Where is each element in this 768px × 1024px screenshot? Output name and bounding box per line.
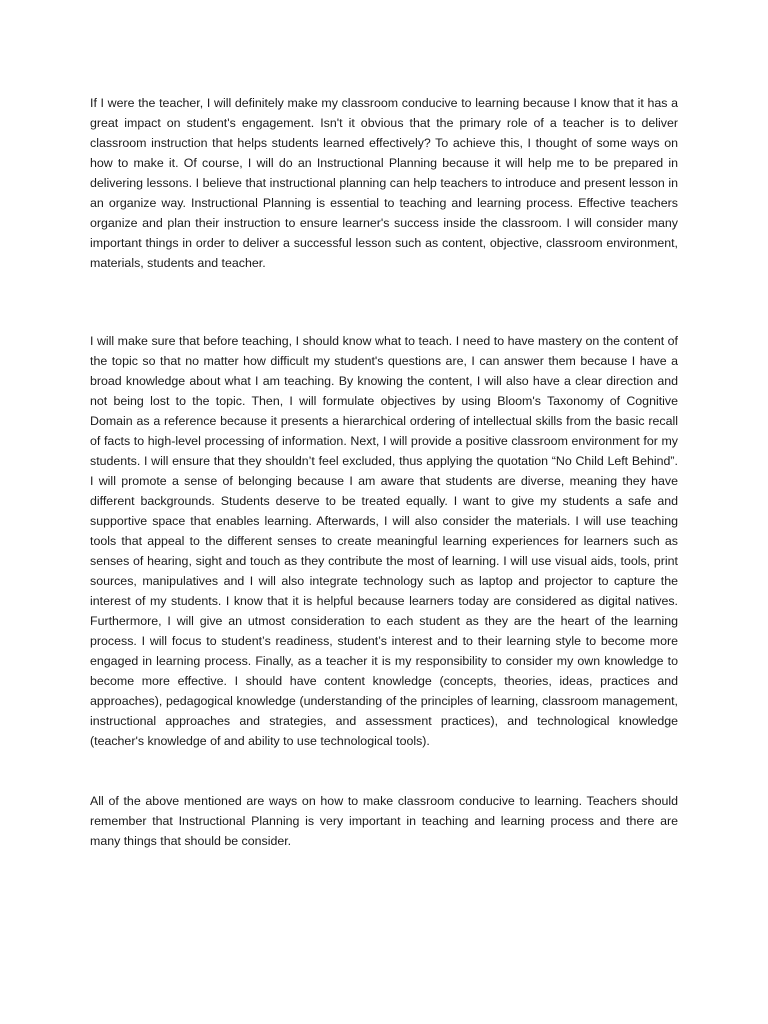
paragraph-intro: If I were the teacher, I will definitely make my classroom conducive to learning because I know that it has a great impact on student's engagement. Isn't it obvious that the primary role of a teacher is to deliver classroom instruction that helps students learned effectively? To achieve this, I thought of some ways on how to make it. Of course, I will do an Instructional Planning because it will help me to be prepared in delivering lessons. I believe that instructional planning can help teachers to introduce and present lesson in an organize way. Instructional Planning is essential to teaching and learning process. Effective teachers organize and plan their instruction to ensure learner's success inside the classroom. I will consider many important things in order to deliver a successful lesson such as content, objective, classroom environment, materials, students and teacher. [90,96,678,270]
document-page [90,93,678,851]
paragraph-conclusion: All of the above mentioned are ways on how to make classroom conducive to learning. Teachers should remember that Instructional Planning is very important in teaching and learning process and there are many things that should be consider. [90,794,678,848]
paragraph-body: I will make sure that before teaching, I should know what to teach. I need to have mastery on the content of the topic so that no matter how difficult my student's questions are, I can answer them because I have a broad knowledge about what I am teaching. By knowing the content, I will also have a clear direction and not being lost to the topic. Then, I will formulate objectives by using Bloom's Taxonomy of Cognitive Domain as a reference because it presents a hierarchical ordering of intellectual skills from the basic recall of facts to high-level processing of information. Next, I will provide a positive classroom environment for my students. I will ensure that they shouldn’t feel excluded, thus applying the quotation “No Child Left Behind”. I will promote a sense of belonging because I am aware that students are diverse, meaning they have different backgrounds. Students deserve to be treated equally. I want to give my students a safe and supportive space that enables learning. Afterwards, I will also consider the materials. I will use teaching tools that appeal to the different senses to create meaningful learning experiences for learners such as senses of hearing, sight and touch as they contribute the most of learning. I will use visual aids, tools, print sources, manipulatives and I will also integrate technology such as laptop and projector to capture the interest of my students. I know that it is helpful because learners today are considered as digital natives. Furthermore, I will give an utmost consideration to each student as they are the heart of the learning process. I will focus to student’s readiness, student’s interest and to their learning style to become more engaged in learning process. Finally, as a teacher it is my responsibility to consider my own knowledge to become more effective. I should have content knowledge (concepts, theories, ideas, practices and approaches), pedagogical knowledge (understanding of the principles of learning, classroom management, instructional approaches and strategies, and assessment practices), and technological knowledge (teacher's knowledge of and ability to use technological tools). [90,334,678,748]
